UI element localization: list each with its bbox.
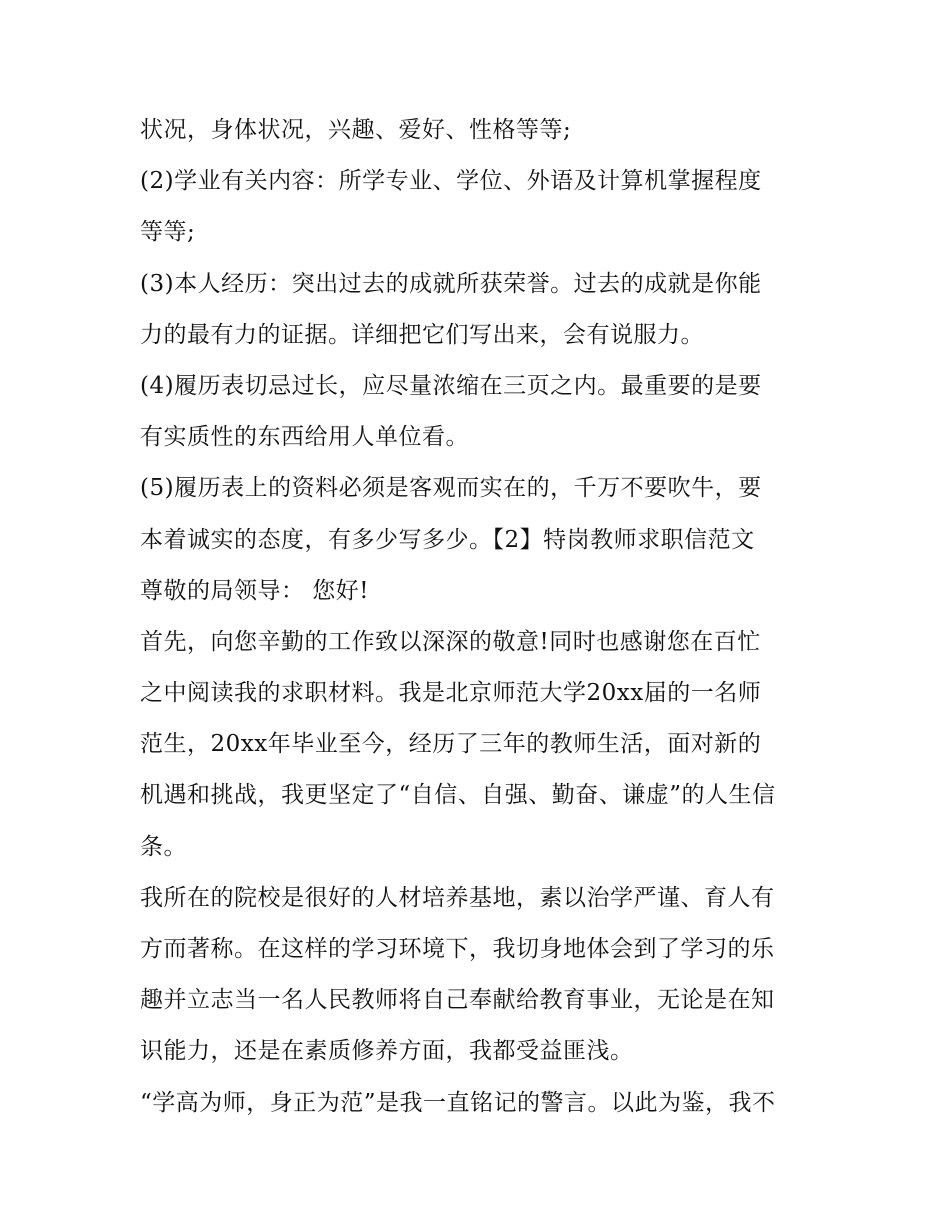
text-line: 本着诚实的态度，有多少写多少。【2】特岗教师求职信范文 <box>140 526 755 553</box>
text-line: 趣并立志当一名人民教师将自己奉献给教育事业，无论是在知 <box>140 987 775 1014</box>
text-line: 力的最有力的证据。详细把它们写出来，会有说服力。 <box>140 321 704 348</box>
text-line: 首先，向您辛勤的工作致以深深的敬意!同时也感谢您在百忙 <box>140 628 761 655</box>
document-body <box>140 105 820 1129</box>
text-line: 有实质性的东西给用人单位看。 <box>140 424 469 451</box>
text-line: (4)履历表切忌过长，应尽量浓缩在三页之内。最重要的是要 <box>140 372 762 399</box>
text-line: 我所在的院校是很好的人材培养基地，素以治学严谨、育人有 <box>140 884 775 911</box>
text-line: 等等; <box>140 219 196 246</box>
text-line: 范生，20xx年毕业至今，经历了三年的教师生活，面对新的 <box>140 731 762 758</box>
text-line: 状况，身体状况，兴趣、爱好、性格等等; <box>140 117 572 143</box>
text-line: (2)学业有关内容：所学专业、学位、外语及计算机掌握程度 <box>140 168 762 195</box>
text-line: (3)本人经历：突出过去的成就所获荣誉。过去的成就是你能 <box>140 270 762 297</box>
text-line: “学高为师，身正为范”是我一直铭记的警言。以此为鉴，我不 <box>140 1089 776 1116</box>
text-line: 识能力，还是在素质修养方面，我都受益匪浅。 <box>140 1038 634 1065</box>
text-line: 之中阅读我的求职材料。我是北京师范大学20xx届的一名师 <box>140 680 762 707</box>
text-line: 机遇和挑战，我更坚定了“自信、自强、勤奋、谦虚”的人生信 <box>140 782 776 809</box>
text-line: 尊敬的局领导： 您好! <box>140 577 370 604</box>
text-line: 方而著称。在这样的学习环境下，我切身地体会到了学习的乐 <box>140 936 775 962</box>
text-line: (5)履历表上的资料必须是客观而实在的，千万不要吹牛，要 <box>140 475 762 502</box>
text-line: 条。 <box>140 833 187 860</box>
